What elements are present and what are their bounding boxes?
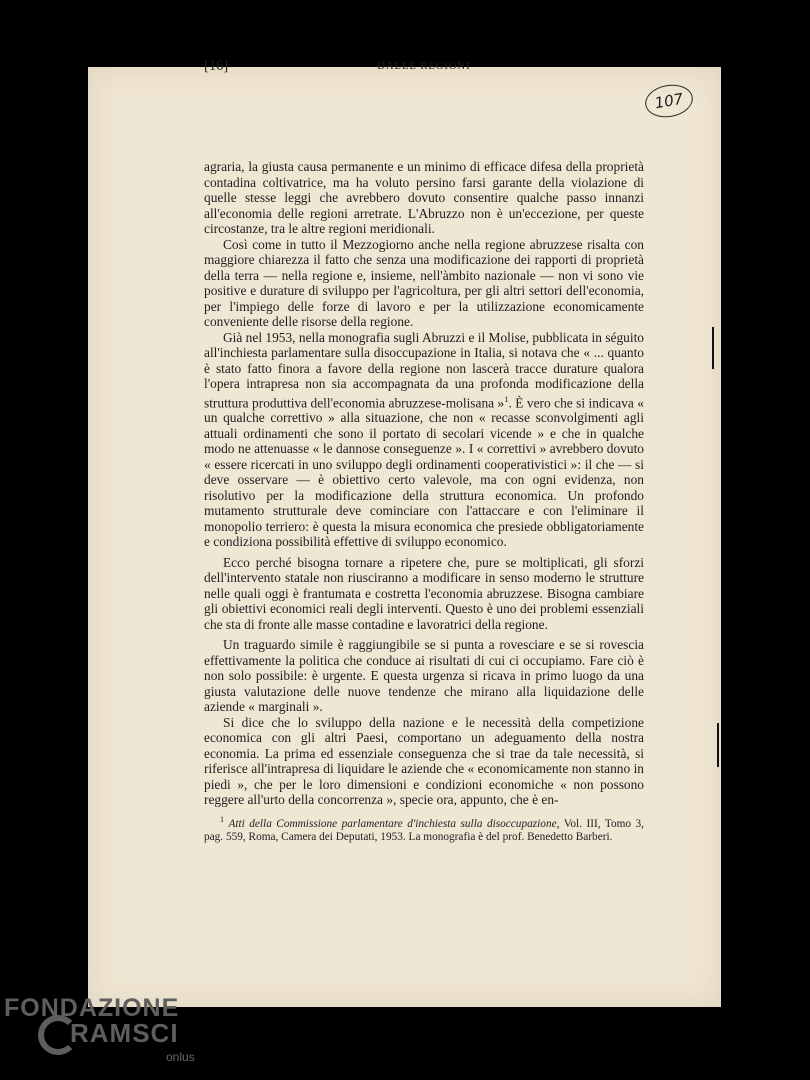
paragraph: Si dice che lo sviluppo della nazione e le necessità della competizione economica con gli altri Paesi, comportano un adeguamento della nostra economia. La prima ed essenziale conseguenza che si trae da tale necessità, si riferisce all'intrapresa di liquidare le aziende che « economicamente non stanno in piedi », che per le loro dimensioni e condizioni economiche « non possono reggere all'urto della concorrenza », specie ora, appunto, che è en- [204, 714, 644, 808]
margin-mark [712, 327, 714, 369]
paragraph: Già nel 1953, nella monografia sugli Abruzzi e il Molise, pubblicata in séguito all'inchiesta parlamentare sulla disoccupazione in Italia, si notava che « ... quanto è stato fatto finora a favore della regione non lascerà tracce durature qualora l'opera intrapresa non sia accompagnata da una profonda modificazione della struttura produttiva dell'economia abruzzese-molisana »$^1$. È vero che si indicava « un qualche correttivo » alla situazione, che non « recasse sconvolgimenti agli attuali ordinamenti che sono il portato di secolari vicende » e che in qualche modo ne attenuasse « le dannose conseguenze ». I « correttivi » avrebbero dovuto « essere ricercati in uno sviluppo degli ordinamenti cooperativistici »: il che — si deve osservare — è obiettivo certo valevole, ma con ogni evidenza, non risolutivo per la modificazione della struttura economica. Un profondo mutamento strutturale deve cominciare con l'attaccare e con l'eliminare il monopolio terriero: è questa la misura economica che presiede obbligatoriamente e condiziona possibilità effettive di sviluppo economico. [204, 329, 644, 550]
watermark-line1: FONDAZIONE [4, 994, 180, 1022]
body-text [204, 159, 644, 808]
handwritten-page-number: 107 [643, 81, 696, 121]
footnote-reference: 1 [504, 393, 509, 404]
page-number: [16] [204, 58, 229, 74]
watermark-suffix: onlus [166, 1050, 195, 1064]
running-title: DALLE REGIONI [377, 61, 471, 72]
watermark-line2: RAMSCI [70, 1018, 179, 1048]
running-header [204, 58, 644, 78]
paragraph: Così come in tutto il Mezzogiorno anche nella regione abruzzese risalta con maggiore chiarezza il fatto che senza una modificazione dei rapporti di proprietà della terra — nella regione e, insieme, nell'àmbito nazionale — non vi sono vie positive e durature di sviluppo per l'agricoltura, per gli altri settori dell'economia, per l'impiego delle forze di lavoro e per la utilizzazione economicamente conveniente delle risorse della regione. [204, 236, 644, 329]
margin-mark [717, 723, 719, 767]
watermark-logo [4, 994, 195, 1064]
paragraph: agraria, la giusta causa permanente e un minimo di efficace difesa della proprietà contadina coltivatrice, ma ha voluto persino farsi garante della violazione di quelle stesse leggi che avrebbero dovuto consentire qualche passo innanzi all'economia delle regioni arretrate. L'Abruzzo non è un'eccezione, per queste circostanze, tra le altre regioni meridionali. [204, 159, 644, 236]
footnote: $^1$ Atti della Commissione parlamentare d'inchiesta sulla disoccupazione, Vol. III, Tomo 3, pag. 559, Roma, Camera dei Deputati, 1953. La monografia è del prof. Benedetto Barberi. [204, 815, 644, 844]
footnote-title: Atti della Commissione parlamentare d'inchiesta sulla disoccupazione, [228, 817, 560, 830]
paragraph: Un traguardo simile è raggiungibile se si punta a rovesciare e se si rovescia effettivamente la politica che conduce ai risultati di cui ci occupiamo. Fare ciò è non solo possibile: è urgente. E questa urgenza si ricava in primo luogo da una giusta valutazione delle nuove tendenze che mirano alla liquidazione delle aziende « marginali ». [204, 637, 644, 715]
paragraph: Ecco perché bisogna tornare a ripetere che, pure se moltiplicati, gli sforzi dell'intervento statale non riusciranno a modificare in senso moderno le strutture nelle quali oggi è frantumata e costretta l'economia abruzzese. Bisogna cambiare gli obiettivi economici reali degli interventi. Questo è uno dei problemi essenziali che sta di fronte alle masse contadine e lavoratrici della regione. [204, 554, 644, 632]
footnote-text: Vol. III, Tomo 3, pag. 559, Roma, Camera dei Deputati, 1953. La monografia è del prof. Benedetto Barberi. [204, 817, 644, 844]
